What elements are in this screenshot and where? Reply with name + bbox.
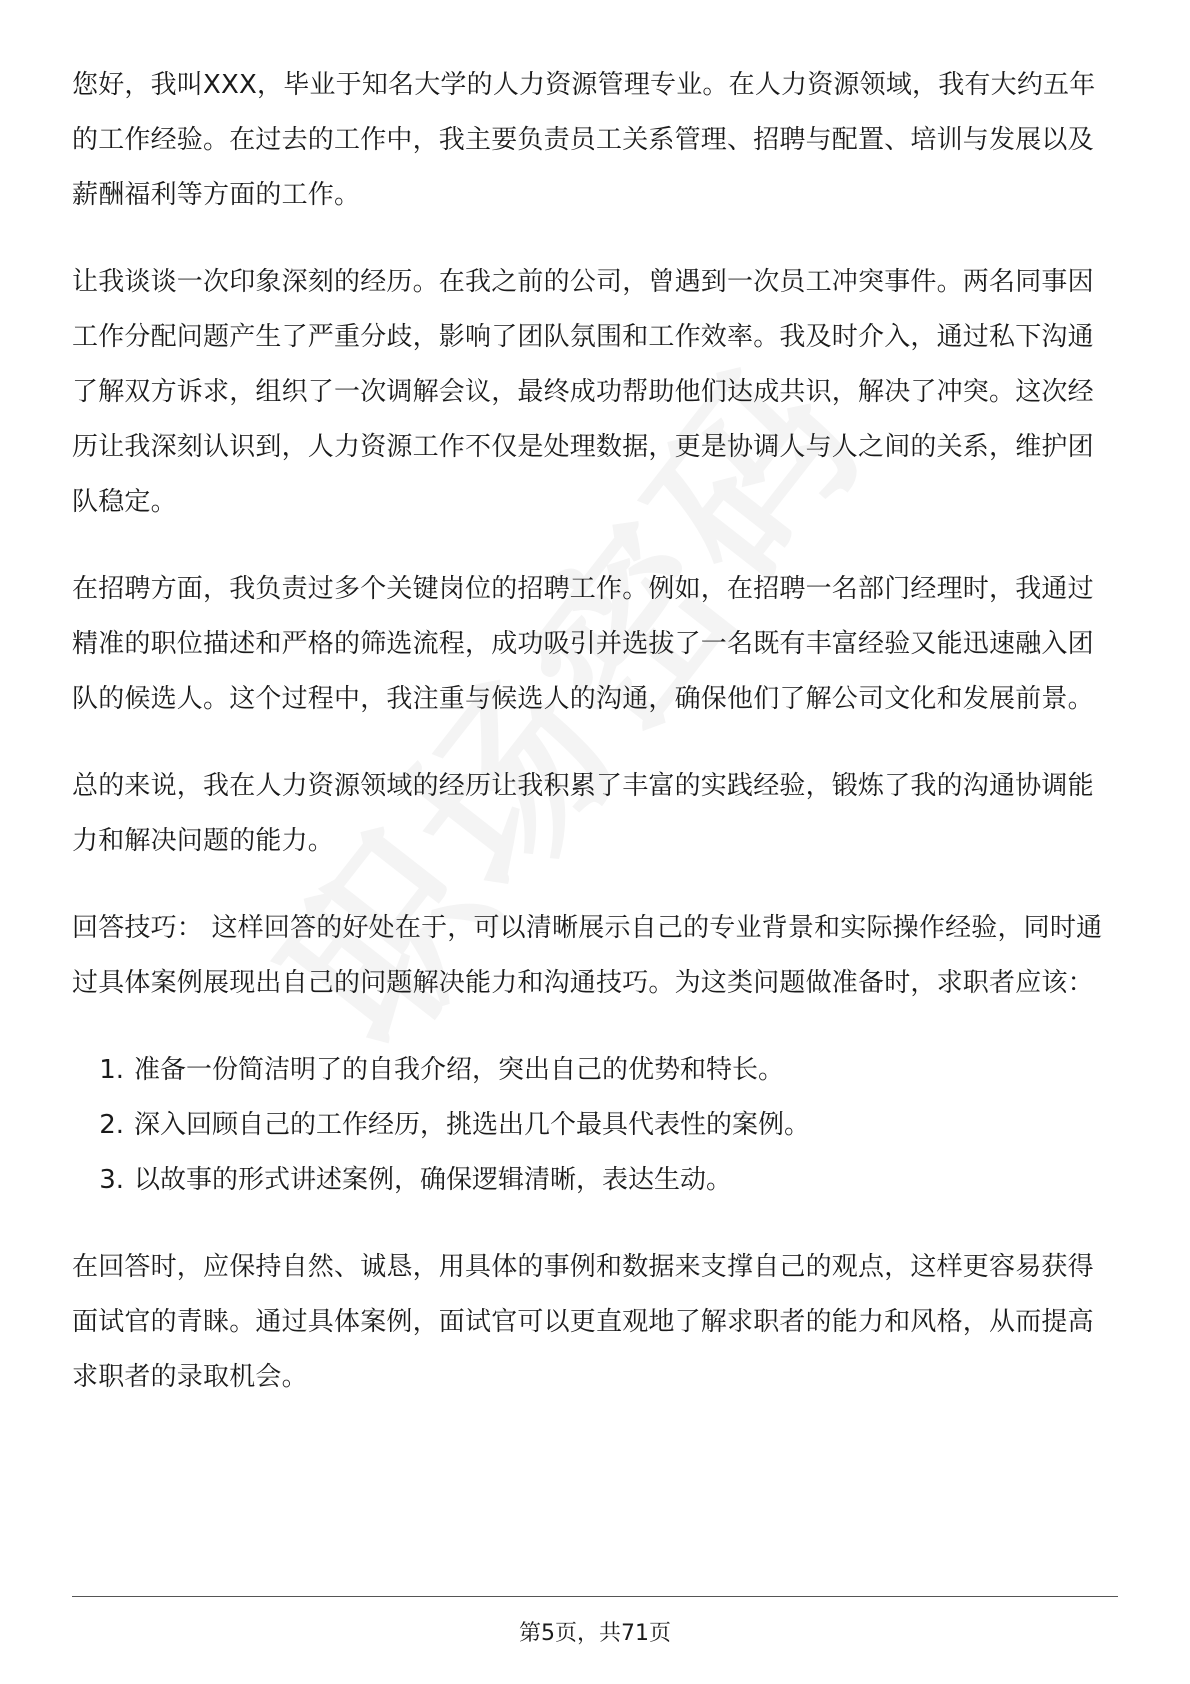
list-item-number: 1.: [99, 1055, 124, 1085]
list-item-number: 2.: [99, 1110, 124, 1140]
tips-list: [72, 1043, 1118, 1208]
list-item-text: 以故事的形式讲述案例，确保逻辑清晰，表达生动。: [134, 1165, 733, 1195]
list-item: [72, 1098, 1118, 1153]
list-item: [72, 1043, 1118, 1098]
paragraph-summary: 总的来说，我在人力资源领域的经历让我积累了丰富的实践经验，锻炼了我的沟通协调能力和解决问题的能力。: [72, 771, 1094, 856]
paragraph-conflict-experience: 让我谈谈一次印象深刻的经历。在我之前的公司，曾遇到一次员工冲突事件。两名同事因工作分配问题产生了严重分歧，影响了团队氛围和工作效率。我及时介入，通过私下沟通了解双方诉求，组织了一次调解会议，最终成功帮助他们达成共识，解决了冲突。这次经历让我深刻认识到，人力资源工作不仅是处理数据，更是协调人与人之间的关系，维护团队稳定。: [72, 267, 1094, 517]
paragraph-closing: 在回答时，应保持自然、诚恳，用具体的事例和数据来支撑自己的观点，这样更容易获得面试官的青睐。通过具体案例，面试官可以更直观地了解求职者的能力和风格，从而提高求职者的录取机会。: [72, 1252, 1094, 1392]
list-item-number: 3.: [99, 1165, 124, 1195]
paragraph-intro: 您好，我叫XXX，毕业于知名大学的人力资源管理专业。在人力资源领域，我有大约五年的工作经验。在过去的工作中，我主要负责员工关系管理、招聘与配置、培训与发展以及薪酬福利等方面的工作。: [72, 70, 1096, 210]
paragraph-recruitment: 在招聘方面，我负责过多个关键岗位的招聘工作。例如，在招聘一名部门经理时，我通过精准的职位描述和严格的筛选流程，成功吸引并选拔了一名既有丰富经验又能迅速融入团队的候选人。这个过程中，我注重与候选人的沟通，确保他们了解公司文化和发展前景。: [72, 574, 1094, 714]
paragraph-answer-tips: 回答技巧： 这样回答的好处在于，可以清晰展示自己的专业背景和实际操作经验，同时通过具体案例展现出自己的问题解决能力和沟通技巧。为这类问题做准备时，求职者应该：: [72, 913, 1103, 998]
footer-divider: [72, 1596, 1118, 1597]
page-number: 第5页，共71页: [519, 1621, 671, 1646]
list-item-text: 准备一份简洁明了的自我介绍，突出自己的优势和特长。: [134, 1055, 785, 1085]
list-item: [72, 1153, 1118, 1208]
list-item-text: 深入回顾自己的工作经历，挑选出几个最具代表性的案例。: [134, 1110, 811, 1140]
page-content: [72, 58, 1118, 1437]
